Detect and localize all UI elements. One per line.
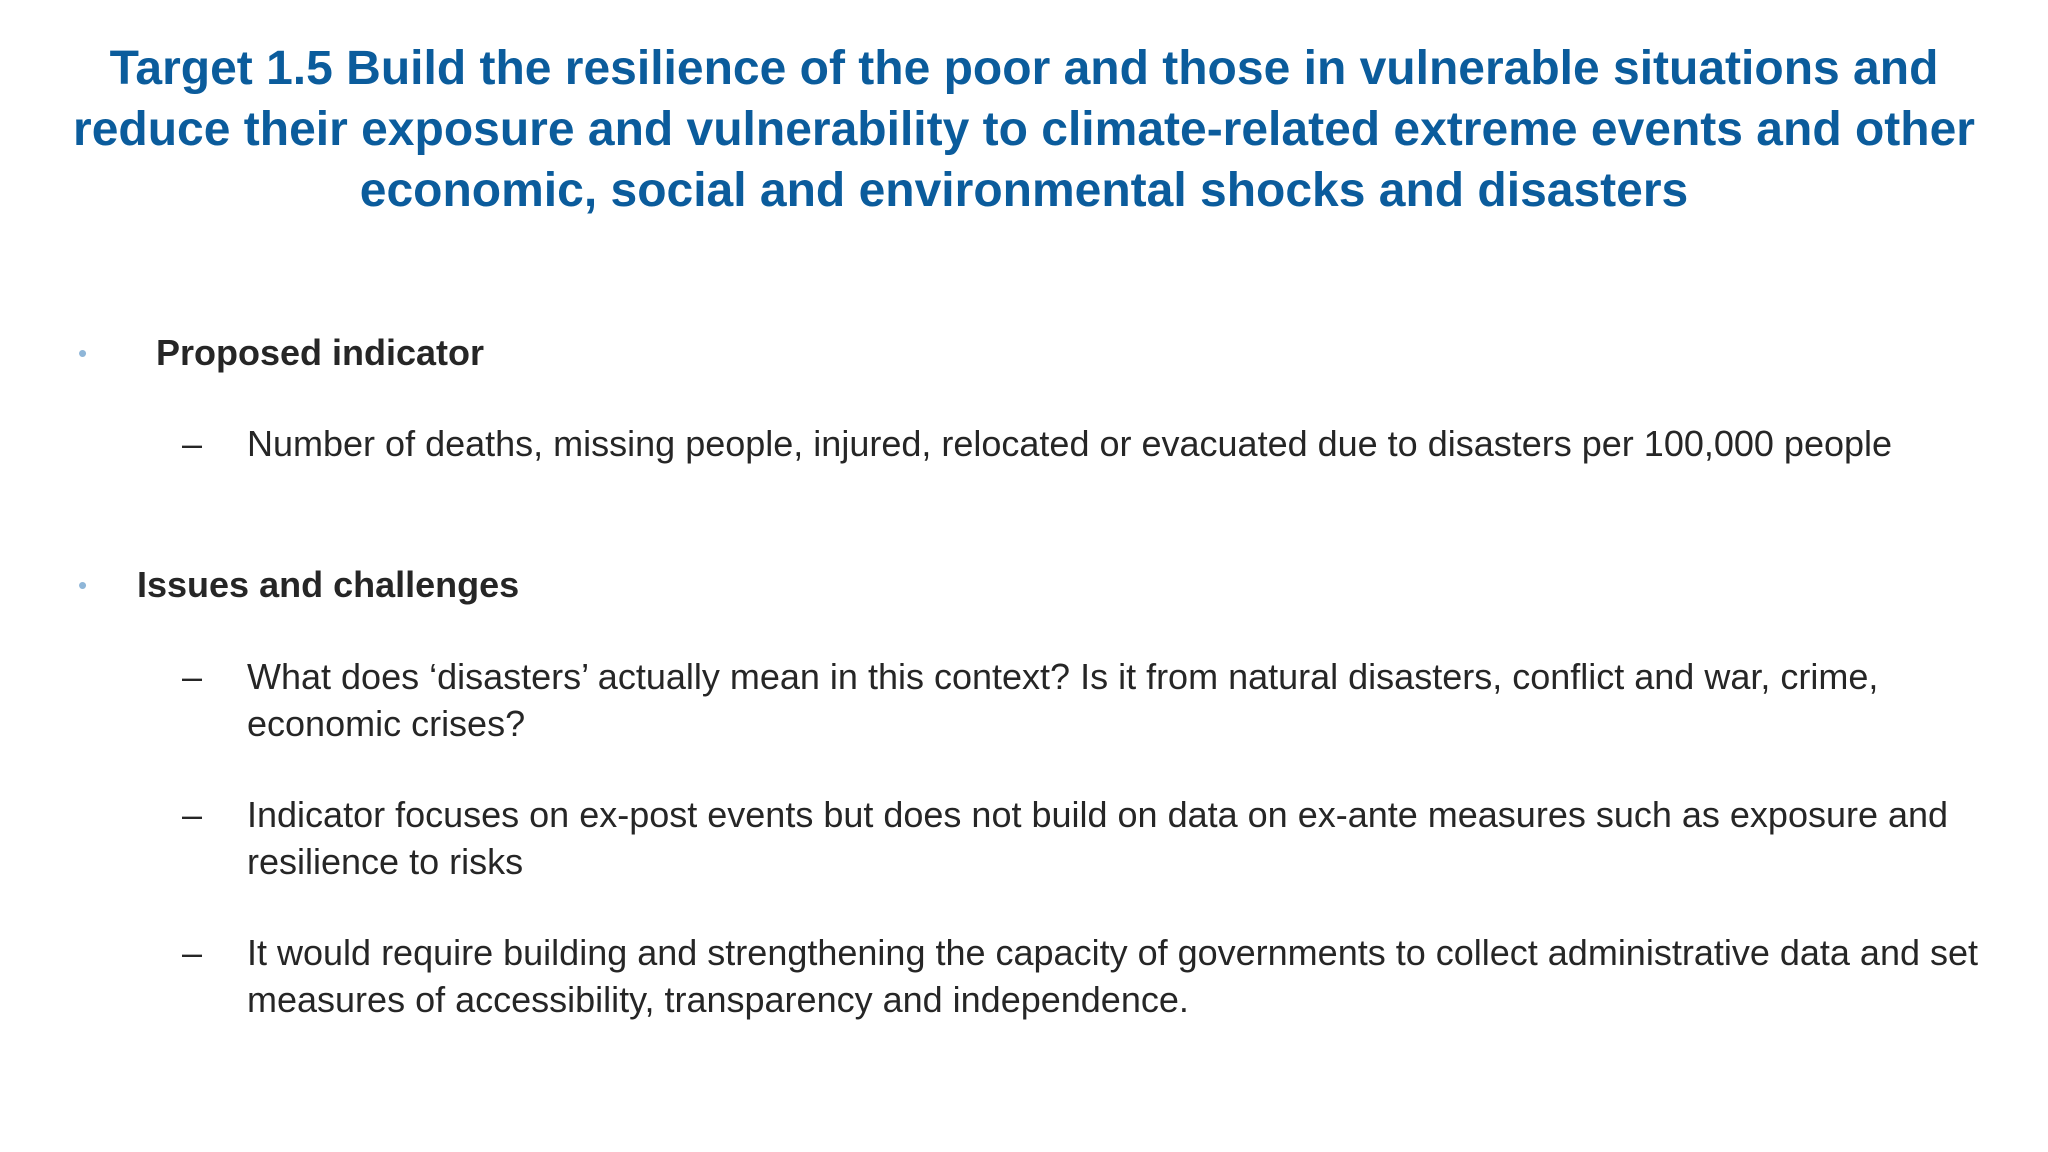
list-item-text: What does ‘disasters’ actually mean in this context? Is it from natural disasters, conflict and war, crime, economic crises? [247, 656, 1879, 744]
section-heading: Proposed indicator [156, 332, 485, 373]
section-heading: Issues and challenges [137, 564, 520, 605]
list-item-text: Number of deaths, missing people, injured, relocated or evacuated due to disasters per 100,000 people [247, 423, 1893, 464]
dash-marker: – [182, 423, 203, 464]
target-description: Build the resilience of the poor and those in vulnerable situations and reduce their exposure and vulnerability to climate-related extreme events and other economic, social and environmental shocks and disasters [73, 42, 1975, 217]
list-item-text: It would require building and strengthening the capacity of governments to collect administrative data and set measures of accessibility, transparency and independence. [247, 932, 1979, 1020]
dash-marker: – [182, 794, 203, 835]
dash-marker: – [182, 932, 203, 973]
list-item-text: Indicator focuses on ex-post events but does not build on data on ex-ante measures such as exposure and resilience to risks [247, 794, 1949, 882]
bullet-marker: • [78, 338, 88, 368]
bullet-marker: • [78, 570, 88, 600]
dash-marker: – [182, 656, 203, 697]
target-number: Target 1.5 [109, 42, 333, 95]
